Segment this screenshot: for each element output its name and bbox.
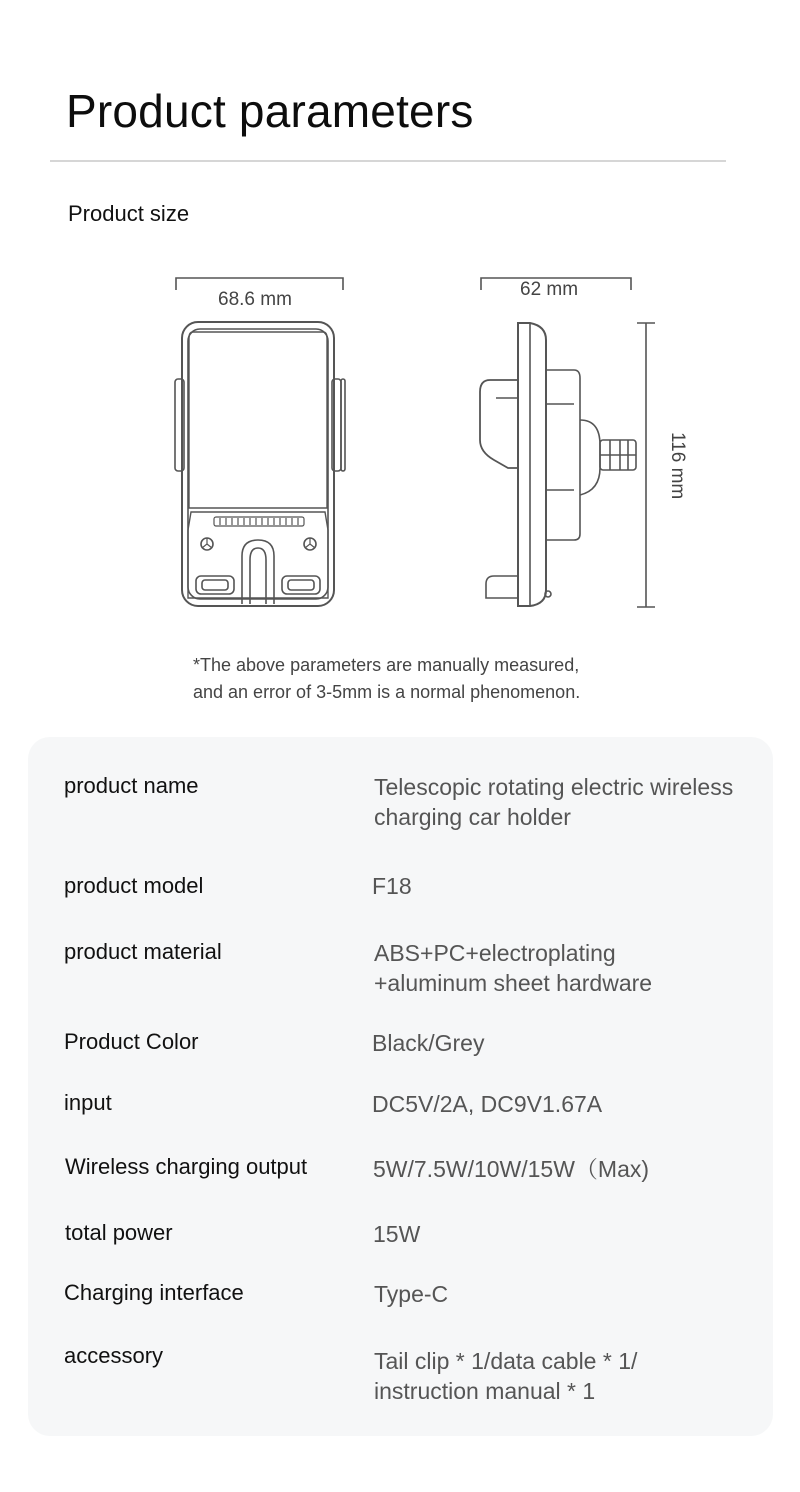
spec-value-line: charging car holder bbox=[374, 804, 571, 830]
page-title: Product parameters bbox=[66, 85, 474, 137]
section-subtitle: Product size bbox=[68, 201, 190, 226]
spec-label-product-name: product name bbox=[64, 773, 199, 798]
spec-value-product-color bbox=[372, 1028, 484, 1058]
spec-value-line: 5W/7.5W/10W/15W（Max) bbox=[373, 1156, 650, 1182]
note-line-2: and an error of 3-5mm is a normal phenomenon. bbox=[193, 682, 581, 702]
spec-label-product-material: product material bbox=[64, 939, 222, 964]
height-dimension-line bbox=[637, 323, 655, 607]
spec-value-input bbox=[372, 1089, 602, 1119]
product-dimension-drawing bbox=[0, 0, 800, 640]
spec-label-wireless-output: Wireless charging output bbox=[65, 1154, 308, 1179]
spec-label-accessory: accessory bbox=[64, 1343, 164, 1368]
spec-value-line: Tail clip * 1/data cable * 1/ bbox=[374, 1348, 638, 1374]
spec-value-line: Type-C bbox=[374, 1281, 449, 1307]
spec-value-charging-interface bbox=[374, 1279, 448, 1309]
spec-value-total-power bbox=[373, 1219, 420, 1249]
side-width-label: 62 mm bbox=[520, 279, 579, 300]
spec-label-charging-interface: Charging interface bbox=[64, 1280, 244, 1305]
spec-label-input: input bbox=[64, 1090, 112, 1115]
spec-value-line: instruction manual * 1 bbox=[374, 1378, 596, 1404]
spec-value-line: Black/Grey bbox=[372, 1030, 485, 1056]
note-line-1: *The above parameters are manually measured, bbox=[193, 655, 580, 675]
side-view-icon bbox=[480, 323, 636, 606]
height-label: 116 mm bbox=[667, 432, 688, 500]
spec-value-line: DC5V/2A, DC9V1.67A bbox=[372, 1091, 603, 1117]
spec-value-line: Telescopic rotating electric wireless bbox=[374, 774, 734, 800]
spec-value-line: 15W bbox=[373, 1221, 421, 1247]
spec-label-total-power: total power bbox=[65, 1220, 173, 1245]
spec-value-product-name bbox=[374, 772, 733, 832]
spec-label-product-model: product model bbox=[64, 873, 204, 898]
spec-label-product-color: Product Color bbox=[64, 1029, 199, 1054]
front-view-icon bbox=[175, 322, 345, 606]
spec-value-line: +aluminum sheet hardware bbox=[374, 970, 653, 996]
measurement-note bbox=[193, 652, 580, 706]
spec-value-product-material bbox=[374, 938, 652, 998]
spec-value-product-model bbox=[372, 871, 412, 901]
specs-panel bbox=[28, 737, 773, 1436]
front-width-label: 68.6 mm bbox=[218, 289, 292, 310]
spec-value-wireless-output bbox=[373, 1154, 649, 1184]
spec-value-line: ABS+PC+electroplating bbox=[374, 940, 616, 966]
spec-value-line: F18 bbox=[372, 873, 412, 899]
spec-value-accessory bbox=[374, 1346, 637, 1406]
